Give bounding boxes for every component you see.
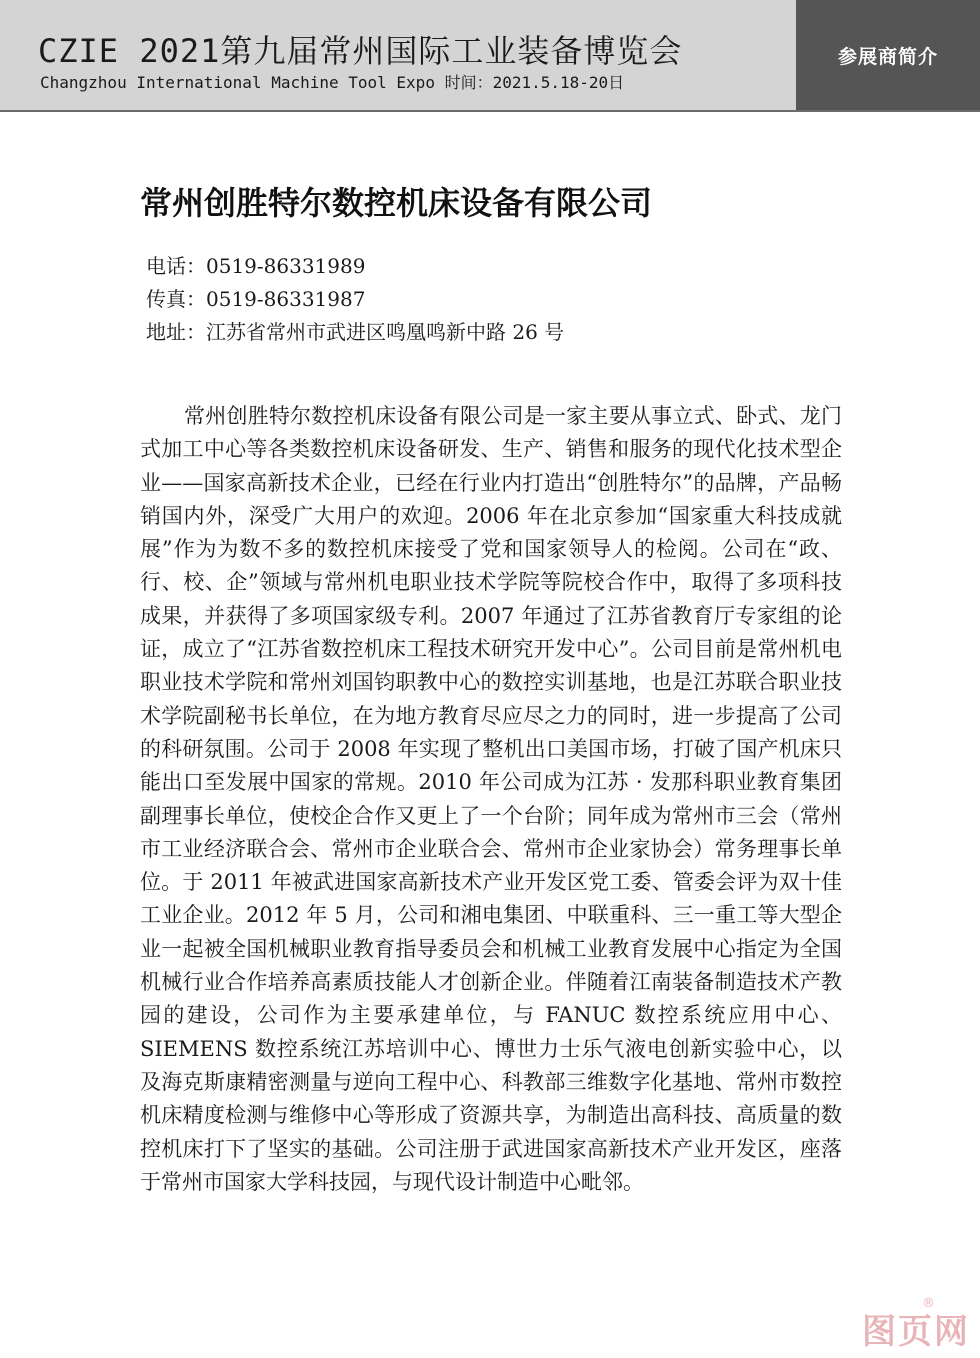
address-line: 地址：江苏省常州市武进区鸣凰鸣新中路 26 号 — [146, 320, 565, 344]
watermark-logo: 图页网 — [862, 1312, 970, 1352]
company-name: 常州创胜特尔数控机床设备有限公司 — [140, 184, 653, 222]
section-badge: 参展商简介 — [796, 0, 980, 110]
expo-subtitle: Changzhou International Machine Tool Expo 时间：2021.5.18-20日 — [40, 73, 625, 92]
contact-info — [146, 250, 564, 349]
expo-title: CZIE 2021第九届常州国际工业装备博览会 — [38, 32, 683, 70]
company-description: 常州创胜特尔数控机床设备有限公司是一家主要从事立式、卧式、龙门式加工中心等各类数控机床设备研发、生产、销售和服务的现代化技术型企业——国家高新技术企业，已经在行业内打造出“创胜特尔”的品牌，产品畅销国内外，深受广大用户的欢迎。2006 年在北京参加“国家重大科技成就展”作为为数不多的数控机床接受了党和国家领导人的检阅。公司在“政、行、校、企”领域与常州机电职业技术学院等院校合作中，取得了多项科技成果，并获得了多项国家级专利。2007 年通过了江苏省教育厅专家组的论证，成立了“江苏省数控机床工程技术研究开发中心”。公司目前是常州机电职业技术学院和常州刘国钧职教中心的数控实训基地，也是江苏联合职业技术学院副秘书长单位，在为地方教育尽应尽之力的同时，进一步提高了公司的科研氛围。公司于 2008 年实现了整机出口美国市场，打破了国产机床只能出口至发展中国家的常规。2010 年公司成为江苏 · 发那科职业教育集团副理事长单位，使校企合作又更上了一个台阶；同年成为常州市三会（常州市工业经济联合会、常州市企业联合会、常州市企业家协会）常务理事长单位。于 2011 年被武进国家高新技术产业开发区党工委、管委会评为双十佳工业企业。2012 年 5 月，公司和湘电集团、中联重科、三一重工等大型企业一起被全国机械职业教育指导委员会和机械工业教育发展中心指定为全国机械行业合作培养高素质技能人才创新企业。伴随着江南装备制造技术产教园的建设，公司作为主要承建单位，与 FANUC 数控系统应用中心、SIEMENS 数控系统江苏培训中心、博世力士乐气液电创新实验中心，以及海克斯康精密测量与逆向工程中心、科教部三维数字化基地、常州市数控机床精度检测与维修中心等形成了资源共享，为制造出高科技、高质量的数控机床打下了坚实的基础。公司注册于武进国家高新技术产业开发区，座落于常州市国家大学科技园，与现代设计制造中心毗邻。 — [140, 404, 842, 1194]
fax-line: 传真：0519-86331987 — [146, 287, 366, 311]
phone-line: 电话：0519-86331989 — [146, 254, 366, 278]
registered-mark: ® — [922, 1296, 935, 1311]
page-header — [0, 0, 980, 112]
